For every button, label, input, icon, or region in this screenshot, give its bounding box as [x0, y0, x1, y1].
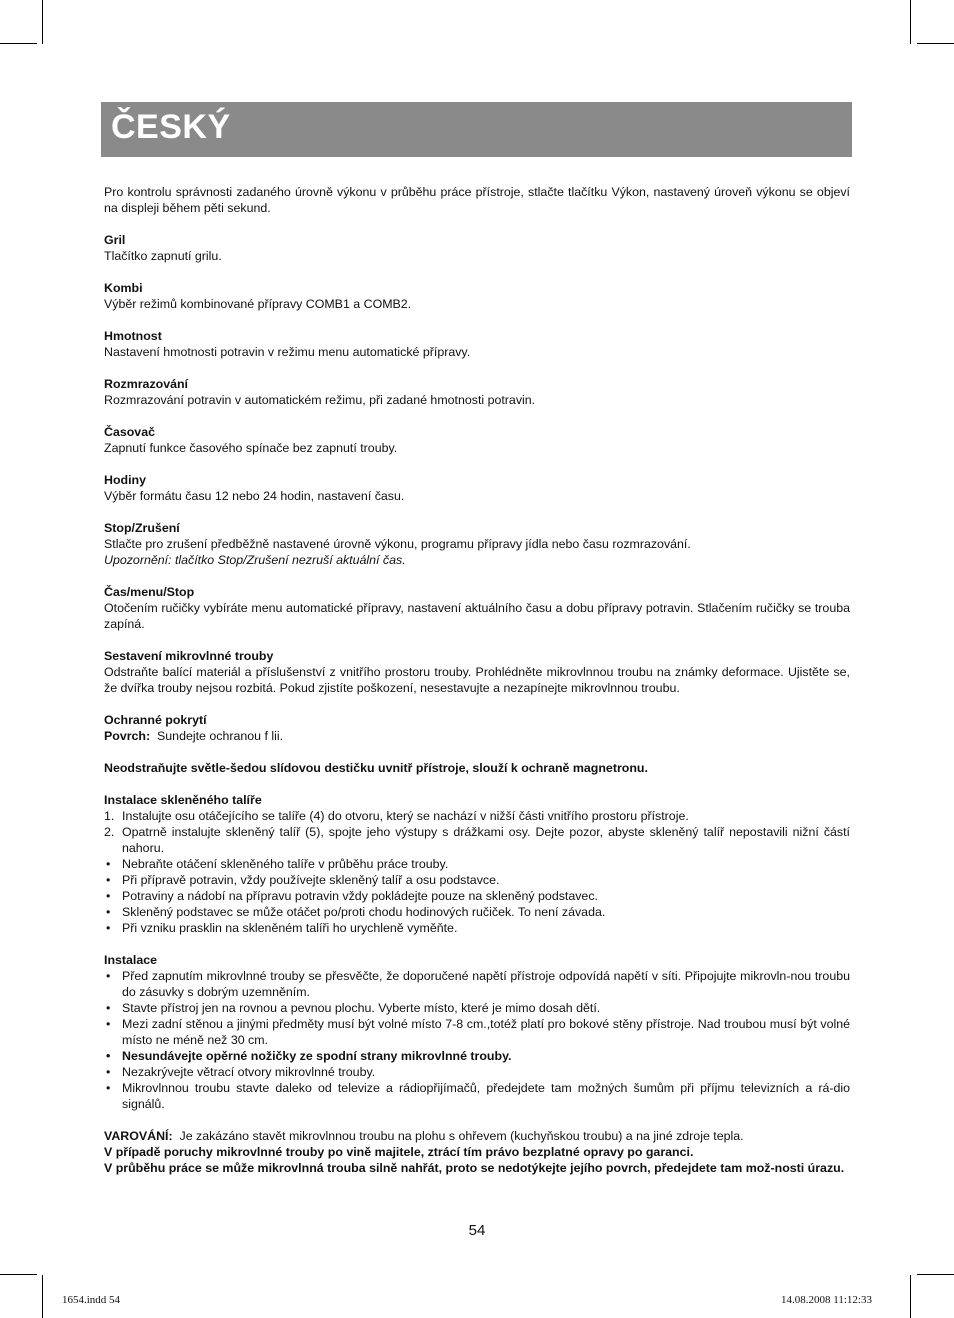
warning-text	[104, 1128, 850, 1144]
section-text: Otočením ručičky vybíráte menu automatické přípravy, nastavení aktuálního času a dobu přípravy potravin. Stlačením ručičky se trouba zapíná.	[104, 601, 850, 631]
bullet-icon: •	[106, 873, 111, 887]
list-number: 2.	[104, 825, 115, 839]
crop-mark	[42, 0, 43, 44]
list-item-text: Stavte přístroj jen na rovnou a pevnou plochu. Vyberte místo, které je mimo dosah dětí.	[122, 1001, 601, 1015]
section-heading: Instalace	[104, 953, 158, 967]
section-instalace	[104, 952, 850, 1112]
list-item-text: Nezakrývejte větrací otvory mikrovlnné trouby.	[122, 1065, 376, 1079]
section-stop	[104, 520, 850, 568]
list-item	[104, 1016, 850, 1048]
mica-warning: Neodstraňujte světle-šedou slídovou destičku uvnitř přístroje, slouží k ochraně magnetronu.	[104, 761, 648, 775]
list-item-text: Při vzniku prasklin na skleněném talíři ho urychleně vyměňte.	[122, 921, 458, 935]
section-heading: Stop/Zrušení	[104, 521, 180, 535]
page-title: ČESKÝ	[111, 108, 231, 146]
section-hmotnost	[104, 328, 850, 360]
section-heading: Hmotnost	[104, 329, 162, 343]
section-text	[104, 728, 850, 744]
section-text: Tlačítko zapnutí grilu.	[104, 249, 222, 263]
list-item-text: Mikrovlnnou troubu stavte daleko od televize a rádiopřijímačů, předejdete tam možných šumům při příjmu televizních a rá-dio signálů.	[122, 1081, 850, 1111]
list-number: 1.	[104, 809, 115, 823]
section-text: Odstraňte balící materiál a příslušenství z vnitřího prostoru trouby. Prohlédněte mikrovlnnou troubu na známky deformace. Ujistěte se, že dvířka trouby nejsou rozbitá. Pokud zjistíte poškození, nesestavujte a nezapínejte mikrovlnnou troubu.	[104, 665, 850, 695]
list-item	[104, 1064, 850, 1080]
section-heading: Gril	[104, 233, 126, 247]
section-instalace-talire	[104, 792, 850, 936]
section-text: Rozmrazování potravin v automatickém režimu, při zadané hmotnosti potravin.	[104, 393, 536, 407]
section-text: Stlačte pro zrušení předběžně nastavené úrovně výkonu, programu přípravy jídla nebo času rozmrazování.	[104, 537, 691, 551]
page-number: 54	[468, 1222, 486, 1239]
crop-mark	[910, 0, 911, 44]
slug-file: 1654.indd 54	[62, 1294, 121, 1306]
list-item-text: Při přípravě potravin, vždy používejte skleněný talíř a osu podstavce.	[122, 873, 500, 887]
section-heading: Časovač	[104, 425, 155, 439]
list-item-text: Mezi zadní stěnou a jinými předměty musí být volné místo 7-8 cm.,totéž platí pro bokové stěny přístroje. Nad troubou musí být volné místo ne méně než 30 cm.	[122, 1017, 850, 1047]
crop-mark	[917, 1274, 954, 1275]
section-heading: Hodiny	[104, 473, 146, 487]
language-header-bar	[101, 102, 852, 157]
bullet-icon: •	[106, 921, 111, 935]
crop-mark	[917, 43, 954, 44]
bullet-icon: •	[106, 1049, 111, 1063]
bullet-icon: •	[106, 969, 111, 983]
crop-mark	[42, 1275, 43, 1318]
section-casovac	[104, 424, 850, 456]
bullet-icon: •	[106, 889, 111, 903]
bullet-icon: •	[106, 1017, 111, 1031]
bullet-icon: •	[106, 1081, 111, 1095]
document-body	[104, 184, 850, 1192]
section-text: Výběr formátu času 12 nebo 24 hodin, nastavení času.	[104, 489, 405, 503]
section-ochranne	[104, 712, 850, 744]
bullet-icon: •	[106, 1065, 111, 1079]
list-item-text: Nesundávejte opěrné nožičky ze spodní strany mikrovlnné trouby.	[122, 1049, 512, 1063]
section-note: Upozornění: tlačítko Stop/Zrušení nezruší aktuální čas.	[104, 553, 406, 567]
list-item	[104, 968, 850, 1000]
section-varovani	[104, 1128, 850, 1176]
section-heading: Sestavení mikrovlnné trouby	[104, 649, 274, 663]
warning-body: Je zakázáno stavět mikrovlnnou troubu na plohu s ohřevem (kuchyňskou troubu) a na jiné zdroje tepla.	[179, 1129, 744, 1143]
list-item-text: Instalujte osu otáčejícího se talíře (4) do otvoru, který se nachází v nižší části vnitřího prostoru přístroje.	[122, 809, 689, 823]
list-item-text: Opatrně instalujte skleněný talíř (5), spojte jeho výstupy s drážkami osy. Dejte pozor, abyste skleněný talíř nepostavili nižní částí nahoru.	[122, 825, 850, 855]
slug-timestamp: 14.08.2008 11:12:33	[781, 1294, 872, 1306]
list-item	[104, 856, 850, 872]
list-item-text: Potraviny a nádobí na přípravu potravin vždy pokládejte pouze na skleněný podstavec.	[122, 889, 598, 903]
bullet-icon: •	[106, 905, 111, 919]
warning-bold-line: V případě poruchy mikrovlnné trouby po vině majitele, ztrácí tím právo bezplatné opravy po garanci.	[104, 1145, 694, 1159]
section-kombi	[104, 280, 850, 312]
section-heading: Kombi	[104, 281, 143, 295]
surface-text: Sundejte ochranou f lii.	[157, 729, 284, 743]
section-heading: Ochranné pokrytí	[104, 713, 207, 727]
section-heading: Čas/menu/Stop	[104, 585, 195, 599]
list-item-text: Nebraňte otáčení skleněného talíře v průběhu práce trouby.	[122, 857, 449, 871]
surface-label: Povrch:	[104, 729, 151, 743]
section-hodiny	[104, 472, 850, 504]
intro-paragraph: Pro kontrolu správnosti zadaného úrovně výkonu v průběhu práce přístroje, stlačte tlačítku Výkon, nastavený úroveň výkonu se objeví na displeji během pěti sekund.	[104, 185, 850, 215]
section-cas-menu	[104, 584, 850, 632]
section-rozmrazovani	[104, 376, 850, 408]
list-item	[104, 1080, 850, 1112]
crop-mark	[0, 1274, 37, 1275]
list-item	[104, 824, 850, 856]
section-heading: Rozmrazování	[104, 377, 188, 391]
list-item	[104, 1048, 850, 1064]
section-text: Nastavení hmotnosti potravin v režimu menu automatické přípravy.	[104, 345, 471, 359]
bullet-icon: •	[106, 857, 111, 871]
section-gril	[104, 232, 850, 264]
list-item	[104, 872, 850, 888]
list-item	[104, 808, 850, 824]
crop-mark	[910, 1275, 911, 1318]
list-item	[104, 904, 850, 920]
section-heading: Instalace skleněného talíře	[104, 793, 262, 807]
crop-mark	[0, 43, 37, 44]
list-item	[104, 1000, 850, 1016]
bullet-list	[104, 856, 850, 936]
section-text: Výběr režimů kombinované přípravy COMB1 a COMB2.	[104, 297, 412, 311]
warning-label: VAROVÁNÍ:	[104, 1129, 173, 1143]
list-item	[104, 888, 850, 904]
numbered-list	[104, 808, 850, 856]
list-item-text: Před zapnutím mikrovlnné trouby se přesvěčte, že doporučené napětí přístroje odpovídá napětí v síti. Připojujte mikrovln-nou troubu do zásuvky s dobrým uzemněním.	[122, 969, 850, 999]
warning-bold-line: V průběhu práce se může mikrovlnná trouba silně nahřát, proto se nedotýkejte jejího povrch, předejdete tam mož-nosti úrazu.	[104, 1161, 845, 1175]
section-text: Zapnutí funkce časového spínače bez zapnutí trouby.	[104, 441, 398, 455]
list-item	[104, 920, 850, 936]
section-sestaveni	[104, 648, 850, 696]
bullet-icon: •	[106, 1001, 111, 1015]
list-item-text: Skleněný podstavec se může otáčet po/proti chodu hodinových ručiček. To není závada.	[122, 905, 606, 919]
bullet-list	[104, 968, 850, 1112]
